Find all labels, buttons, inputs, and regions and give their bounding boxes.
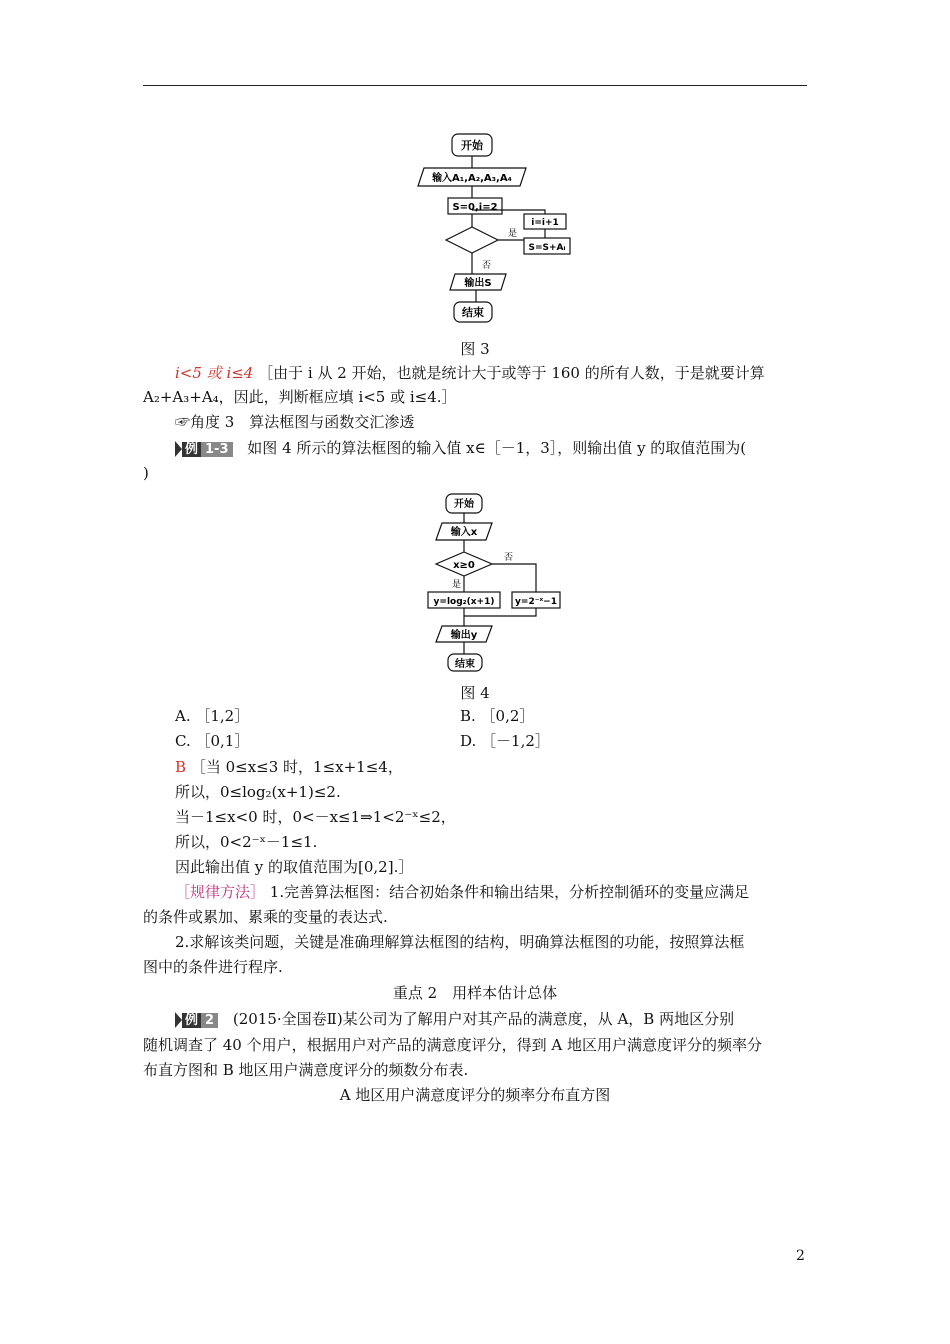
method-line2: 的条件或累加、累乘的变量的表达式. (143, 908, 388, 926)
fig3-input: 输入A₁,A₂,A₃,A₄ (432, 173, 512, 184)
solution-answer: B (175, 758, 187, 776)
example-2-text: (2015·全国卷Ⅱ)某公司为了解用户对其产品的满意度，从 A，B 两地区分别 (232, 1010, 735, 1028)
page-number: 2 (796, 1248, 805, 1264)
method-line3: 2.求解该类问题，关键是准确理解算法框图的结构，明确算法框图的功能，按照算法框 (175, 933, 745, 951)
histogram-caption: A 地区用户满意度评分的频率分布直方图 (339, 1086, 611, 1104)
method-line1 (175, 881, 807, 903)
example-1-3-line2: ) (143, 464, 149, 482)
method-line4: 图中的条件进行程序. (143, 958, 283, 976)
method-text: 1.完善算法框图：结合初始条件和输出结果，分析控制循环的变量应满足 (265, 883, 750, 901)
answer1-answer: i<5 或 i≤4 (175, 364, 254, 382)
option-d: D. ［－1,2］ (460, 732, 550, 750)
fig4-no-label: 否 (504, 553, 514, 563)
example-badge: 例 1-3 (175, 441, 233, 458)
option-a: A. ［1,2］ (175, 707, 250, 725)
fig4-input: 输入x (450, 527, 478, 538)
fig4-end: 结束 (455, 659, 475, 670)
fig4-condition: x≥0 (453, 560, 475, 571)
example-2-badge: 例 2 (175, 1012, 218, 1029)
fig3-caption: 图 3 (460, 340, 490, 358)
answer1-line1 (175, 362, 807, 384)
fig3-yes-label: 是 (508, 229, 518, 239)
solution-line2: 所以，0≤log₂(x+1)≤2. (175, 783, 341, 801)
example-1-3 (175, 437, 807, 459)
solution-line5: 因此输出值 y 的取值范围为[0,2].］ (175, 858, 414, 876)
solution-line4: 所以，0<2⁻ˣ－1≤1. (175, 833, 318, 851)
method-tag: ［规律方法］ (175, 883, 266, 901)
solution-text: ［当 0≤x≤3 时，1≤x+1≤4， (190, 758, 403, 776)
fig3-no-label: 否 (482, 261, 492, 271)
solution-line3: 当－1≤x<0 时，0<－x≤1⇒1<2⁻ˣ≤2， (175, 808, 456, 826)
fig4-caption: 图 4 (460, 684, 490, 702)
fig4-output: 输出y (450, 630, 478, 641)
example-2-line2: 随机调查了 40 个用户，根据用户对产品的满意度评分，得到 A 地区用户满意度评分的频率分 (143, 1036, 762, 1054)
section-heading: 重点 2 用样本估计总体 (392, 984, 558, 1002)
triangle-icon (175, 1012, 182, 1028)
example-2 (175, 1008, 807, 1030)
fig4-start: 开始 (454, 499, 474, 510)
example-1-3-text: 如图 4 所示的算法框图的输入值 x∈［－1，3］，则输出值 y 的取值范围为( (247, 439, 747, 457)
example-2-line3: 布直方图和 B 地区用户满意度评分的频数分布表. (143, 1061, 469, 1079)
fig3-increment: i=i+1 (531, 218, 559, 228)
fig4-yes-label: 是 (452, 580, 462, 590)
answer1-explanation: ［由于 i 从 2 开始，也就是统计大于或等于 160 的所有人数，于是就要计算 (258, 364, 765, 382)
flowchart-fig3 (410, 130, 580, 330)
option-c: C. ［0,1］ (175, 732, 250, 750)
fig3-init: S=0,i=2 (452, 202, 498, 213)
answer1-line2: A₂+A₃+A₄，因此，判断框应填 i<5 或 i≤4.］ (143, 388, 457, 406)
fig3-start: 开始 (461, 139, 483, 152)
triangle-icon (175, 441, 182, 457)
fig4-left-box: y=log₂(x+1) (433, 597, 495, 607)
flowchart-fig4 (420, 490, 570, 675)
fig3-sum: S=S+Aᵢ (528, 243, 566, 253)
solution-line1 (175, 756, 807, 778)
fig3-output: 输出S (464, 278, 492, 289)
fig3-end: 结束 (462, 306, 484, 319)
header-rule (143, 85, 807, 86)
fig4-right-box: y=2⁻ˣ−1 (515, 597, 557, 607)
angle3-heading: ☞角度 3 算法框图与函数交汇渗透 (175, 413, 415, 431)
option-b: B. ［0,2］ (460, 707, 535, 725)
